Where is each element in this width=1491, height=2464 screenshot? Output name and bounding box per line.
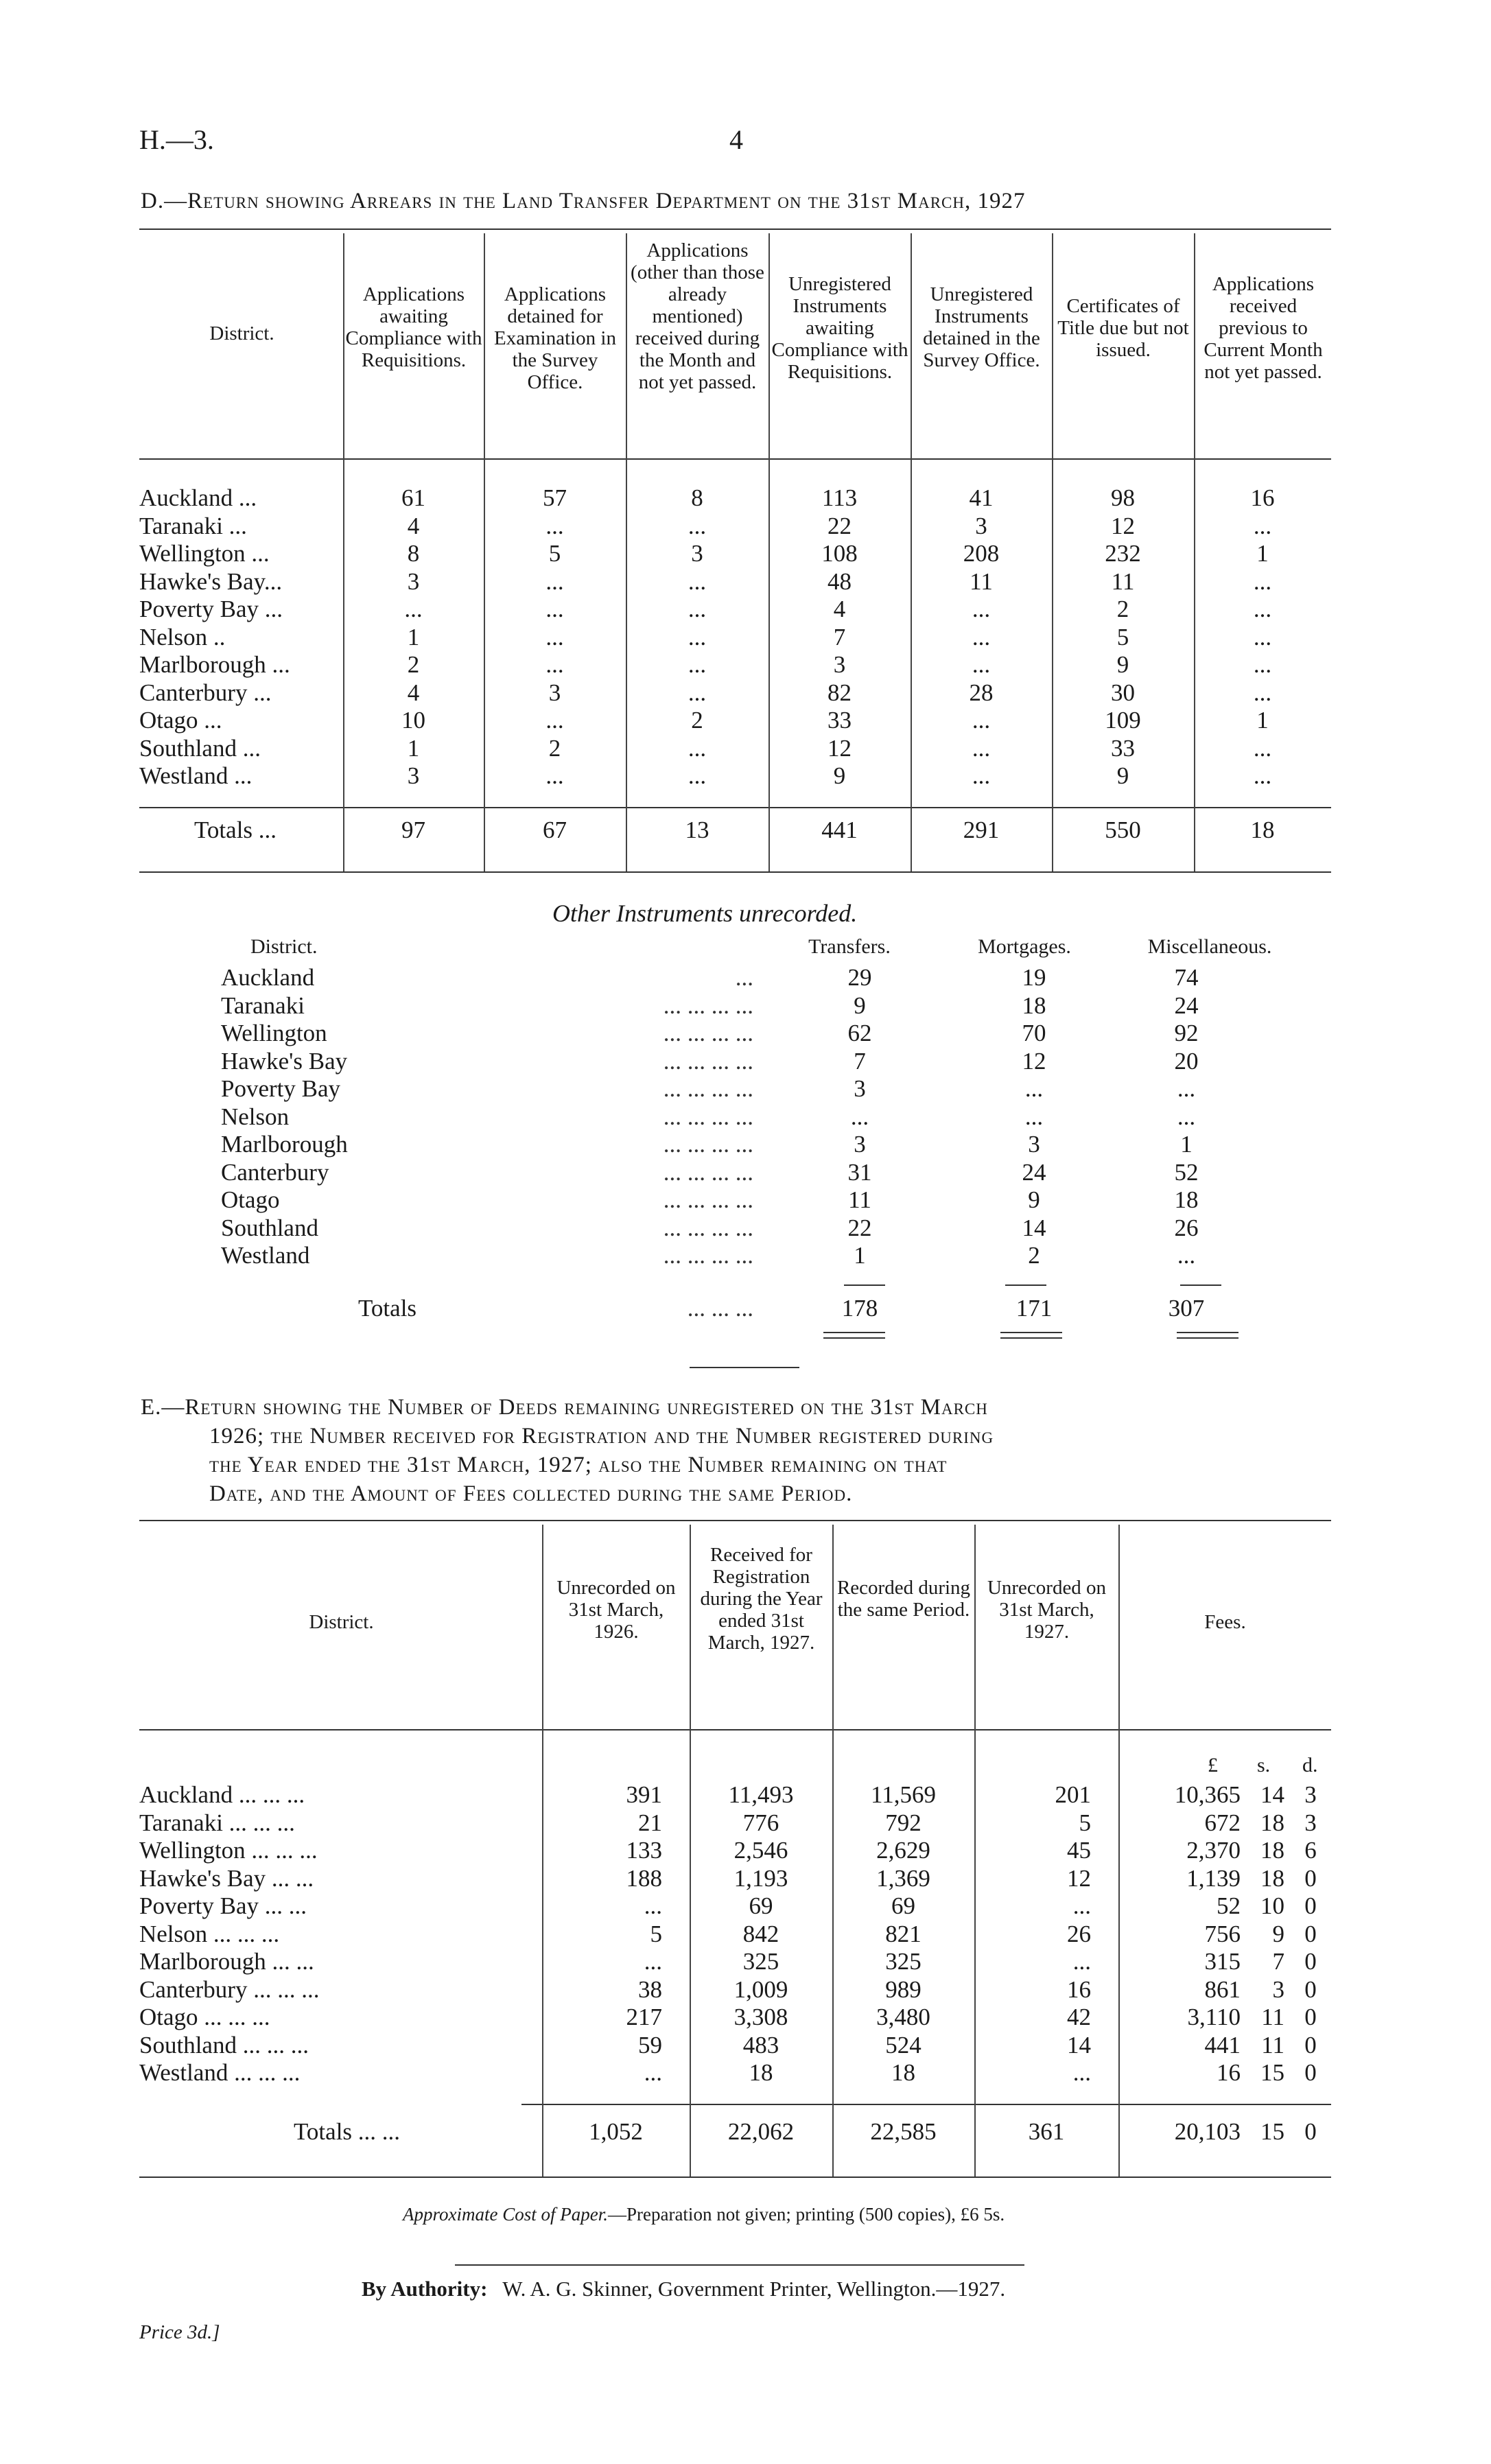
other-instruments-totals — [221, 1295, 1250, 1323]
table-e-body — [139, 1781, 1331, 2087]
list-item: Taranaki ... ... ... ... 9 18 24 — [221, 992, 1199, 1019]
table-row: Hawke's Bay ... ... 188 1,193 1,369 12 1,139 18 0 — [139, 1864, 1317, 1892]
table-row: Auckland ... 61 57 8 113 41 98 16 — [139, 484, 1275, 512]
table-e-top-rule — [139, 1520, 1331, 1521]
col-header-recorded-period: Recorded during the same Period. — [836, 1577, 971, 1621]
oi-dbl-mortgages-b — [1000, 1337, 1062, 1339]
totals-row: Totals ... 97 67 13 441 291 550 18 — [194, 817, 1275, 844]
col-header-unregistered-detained: Unregistered Instruments detained in the Survey Office. — [923, 283, 1040, 371]
list-item: Westland ... ... ... ... 1 2 ... — [221, 1242, 1196, 1269]
other-instruments-title: Other Instruments unrecorded. — [552, 900, 858, 927]
table-row: Taranaki ... ... ... 21 776 792 5 672 18 3 — [139, 1809, 1317, 1836]
section-e-title-line-4: Date, and the Amount of Fees collected during the same Period. — [209, 1481, 853, 1506]
table-d-bottom-rule — [139, 871, 1331, 873]
table-row: Marlborough ... ... ... 325 325 ... 315 7 0 — [139, 1948, 1317, 1975]
table-row: Nelson .. 1 ... ... 7 ... 5 ... — [139, 623, 1272, 650]
cost-of-paper-note — [403, 2204, 1005, 2225]
list-item: Wellington ... ... ... ... 62 70 92 — [221, 1020, 1199, 1047]
section-divider — [690, 1367, 799, 1368]
table-row: Westland ... 3 ... ... 9 ... 9 ... — [139, 762, 1272, 790]
price: Price 3d.] — [139, 2321, 220, 2343]
cost-label: Approximate Cost of Paper. — [403, 2204, 608, 2225]
col-header-unregistered-awaiting: Unregistered Instruments awaiting Compliance with Requisitions. — [771, 273, 908, 383]
oi-dbl-misc-b — [1177, 1337, 1238, 1339]
oi-rule-misc — [1180, 1284, 1221, 1286]
col-header-previous-month: Applications received previous to Current Month not yet passed. — [1204, 273, 1323, 383]
section-e-title-line-2: 1926; the Number received for Registration and the Number registered during — [209, 1424, 994, 1448]
list-item: Poverty Bay ... ... ... ... 3 ... ... — [221, 1075, 1196, 1103]
list-item: Marlborough ... ... ... ... 3 3 1 — [221, 1131, 1193, 1158]
table-row: Poverty Bay ... ... ... 69 69 ... 52 10 0 — [139, 1892, 1317, 1920]
table-row: Wellington ... ... ... 133 2,546 2,629 45 2,370 18 6 — [139, 1837, 1317, 1864]
oi-dbl-transfers-a — [823, 1332, 885, 1333]
table-row: Otago ... 10 ... 2 33 ... 109 1 — [139, 707, 1269, 734]
totals-row: Totals ... ... 1,052 22,062 22,585 361 20,103 15 0 — [294, 2118, 1317, 2146]
oi-rule-transfers — [844, 1284, 885, 1286]
col-header-received-year: Received for Registration during the Year ended 31st March, 1927. — [700, 1544, 823, 1654]
page-series: H.—3. — [139, 124, 214, 155]
table-d-totals-rule — [139, 807, 1331, 808]
fee-unit-pence: d. — [1302, 1754, 1318, 1776]
totals-row: Totals ... ... ... 178 171 307 — [358, 1295, 1205, 1322]
table-row: Poverty Bay ... ... ... ... 4 ... 2 ... — [139, 596, 1272, 623]
table-row: Auckland ... ... ... 391 11,493 11,569 201 10,365 14 3 — [139, 1781, 1317, 1809]
authority-text: W. A. G. Skinner, Government Printer, Wellington.—1927. — [502, 2277, 1006, 2301]
col-header-district: District. — [209, 322, 274, 344]
list-item: Southland ... ... ... ... 22 14 26 — [221, 1214, 1199, 1241]
oi-header-miscellaneous: Miscellaneous. — [1147, 935, 1272, 958]
list-item: Hawke's Bay ... ... ... ... 7 12 20 — [221, 1047, 1199, 1075]
section-e-title-line-1: E.—Return showing the Number of Deeds remaining unregistered on the 31st March — [141, 1395, 988, 1420]
table-d-body — [139, 484, 1331, 790]
table-row: Taranaki ... 4 ... ... 22 3 12 ... — [139, 512, 1272, 539]
col-header-unrecorded-1926: Unrecorded on 31st March, 1926. — [556, 1577, 676, 1643]
fee-unit-pounds: £ — [1208, 1754, 1218, 1776]
table-d-totals — [139, 817, 1331, 845]
table-e-totals-rule — [521, 2104, 1331, 2105]
table-row: Southland ... 1 2 ... 12 ... 33 ... — [139, 734, 1272, 762]
table-row: Nelson ... ... ... 5 842 821 26 756 9 0 — [139, 1920, 1317, 1947]
footer-rule — [455, 2264, 1024, 2266]
list-item: Otago ... ... ... ... 11 9 18 — [221, 1186, 1199, 1214]
oi-header-district: District. — [250, 935, 318, 958]
page-number: 4 — [729, 124, 743, 155]
col-header-fees: Fees. — [1204, 1611, 1246, 1633]
table-row: Wellington ... 8 5 3 108 208 232 1 — [139, 540, 1269, 567]
table-e-totals — [139, 2118, 1331, 2146]
table-d-header-rule — [139, 458, 1331, 460]
oi-header-transfers: Transfers. — [808, 935, 891, 958]
section-e-title-line-3: the Year ended the 31st March, 1927; also the Number remaining on that — [209, 1453, 948, 1477]
cost-text: —Preparation not given; printing (500 copies), £6 5s. — [607, 2204, 1005, 2225]
printer-authority — [362, 2277, 1005, 2301]
list-item: Canterbury ... ... ... ... 31 24 52 — [221, 1158, 1199, 1186]
table-d-top-rule — [139, 228, 1331, 230]
table-row: Canterbury ... ... ... 38 1,009 989 16 861 3 0 — [139, 1975, 1317, 2003]
col-header-received-month: Applications (other than those already mentioned) received during the Month and not yet passed. — [631, 239, 764, 393]
oi-header-mortgages: Mortgages. — [978, 935, 1071, 958]
table-row: Hawke's Bay... 3 ... ... 48 11 11 ... — [139, 567, 1272, 595]
oi-rule-mortgages — [1005, 1284, 1046, 1286]
other-instruments-table — [221, 964, 1250, 1270]
oi-dbl-transfers-b — [823, 1337, 885, 1339]
col-header-awaiting-compliance: Applications awaiting Compliance with Requisitions. — [345, 283, 482, 371]
table-row: Southland ... ... ... 59 483 524 14 441 11 0 — [139, 2031, 1317, 2058]
authority-label: By Authority: — [362, 2277, 488, 2301]
col-header-certificates: Certificates of Title due but not issued. — [1057, 295, 1189, 361]
fee-unit-shillings: s. — [1257, 1754, 1271, 1776]
col-header-detained-survey: Applications detained for Examination in the Survey Office. — [494, 283, 616, 393]
table-row: Otago ... ... ... 217 3,308 3,480 42 3,110 11 0 — [139, 2004, 1317, 2031]
oi-dbl-mortgages-a — [1000, 1332, 1062, 1333]
col-header-unrecorded-1927: Unrecorded on 31st March, 1927. — [987, 1577, 1107, 1643]
table-row: Canterbury ... 4 3 ... 82 28 30 ... — [139, 679, 1272, 706]
col-header-district-e: District. — [309, 1611, 374, 1633]
list-item: Auckland ... 29 19 74 — [221, 964, 1199, 992]
table-row: Westland ... ... ... ... 18 18 ... 16 15 0 — [139, 2059, 1317, 2087]
section-d-title: D.—Return showing Arrears in the Land Transfer Department on the 31st March, 1927 — [141, 189, 1026, 213]
oi-dbl-misc-a — [1177, 1332, 1238, 1333]
table-e-bottom-rule — [139, 2176, 1331, 2178]
table-row: Marlborough ... 2 ... ... 3 ... 9 ... — [139, 651, 1272, 679]
list-item: Nelson ... ... ... ... ... ... ... — [221, 1103, 1196, 1130]
table-e-header-rule — [139, 1729, 1331, 1730]
